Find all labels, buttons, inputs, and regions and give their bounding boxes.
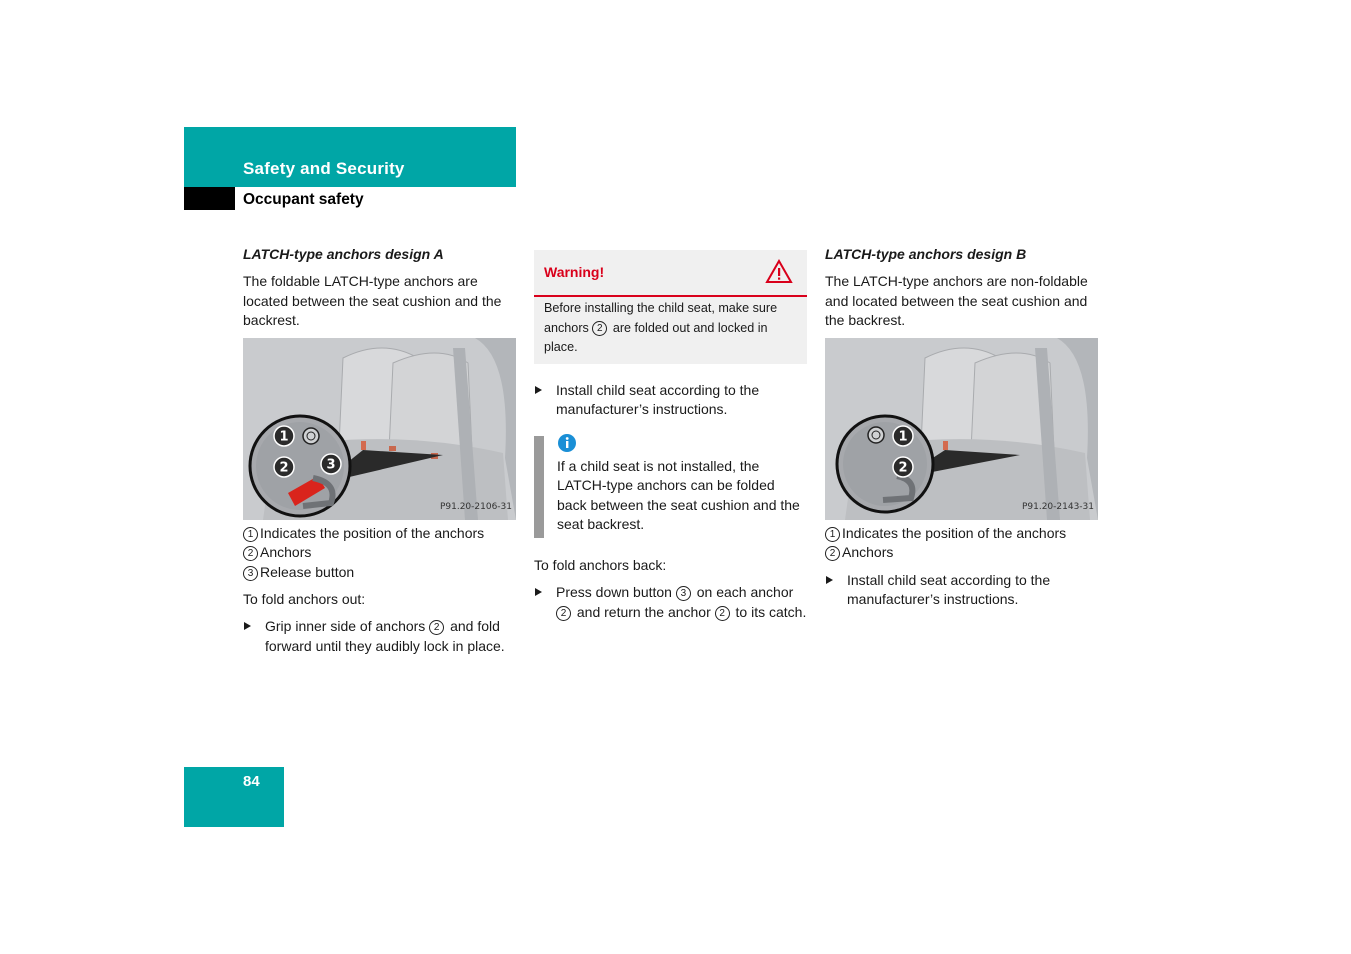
svg-text:2: 2 <box>279 460 289 476</box>
fold-back-step: Press down button 3 on each anchor 2 and return the anchor 2 to its catch. <box>534 583 809 622</box>
callout-1-icon <box>273 425 295 452</box>
column-fold-back <box>534 556 809 622</box>
subsection-title: Occupant safety <box>243 191 364 208</box>
design-b-intro: The LATCH-type anchors are non-foldable and located between the seat cushion and the backrest. <box>825 273 1088 328</box>
svg-text:2: 2 <box>898 460 908 476</box>
fold-out-label: To fold anchors out: <box>243 591 366 608</box>
design-b-photo <box>825 338 1098 520</box>
design-a-legend <box>243 524 518 582</box>
warning-triangle-icon <box>765 259 793 289</box>
page-number-box <box>184 767 284 827</box>
design-a-intro: The foldable LATCH-type anchors are located between the seat cushion and the backrest. <box>243 273 502 328</box>
fold-back-label: To fold anchors back: <box>534 557 667 573</box>
svg-text:3: 3 <box>326 457 336 473</box>
svg-text:1: 1 <box>279 429 289 445</box>
fold-out-step: Grip inner side of anchors 2 and fold forward until they audibly lock in place. <box>243 617 518 656</box>
warning-label: Warning! <box>544 264 605 280</box>
legend-item: 3 Release button <box>243 563 518 582</box>
info-bar <box>534 436 544 538</box>
image-code: P91.20-2143-31 <box>1021 501 1094 512</box>
column-design-a <box>243 245 518 656</box>
section-marker <box>184 187 235 210</box>
column-design-b <box>825 245 1100 609</box>
legend-item: 2 Anchors <box>243 543 518 562</box>
bullet-arrow-icon <box>826 576 833 584</box>
warning-header <box>534 250 807 297</box>
child-seat-symbol-icon <box>867 426 885 449</box>
seat-illustration-b <box>825 338 1098 520</box>
callout-2-icon <box>273 456 295 483</box>
section-title: Safety and Security <box>243 159 405 178</box>
bullet-arrow-icon <box>535 588 542 596</box>
legend-item: 1 Indicates the position of the anchors <box>825 524 1100 543</box>
design-a-heading: LATCH-type anchors design A <box>243 246 444 262</box>
callout-3-icon <box>320 453 342 480</box>
bullet-arrow-icon <box>244 622 251 630</box>
legend-item: 1 Indicates the position of the anchors <box>243 524 518 543</box>
design-b-heading: LATCH-type anchors design B <box>825 246 1027 262</box>
info-text: If a child seat is not installed, the LATCH-type anchors can be folded back between the seat cushion and the seat backrest. <box>557 458 800 532</box>
column-instructions <box>534 381 809 420</box>
info-icon <box>557 433 577 458</box>
callout-2-icon <box>892 456 914 483</box>
design-a-photo <box>243 338 516 520</box>
child-seat-symbol-icon <box>302 427 320 450</box>
warning-box <box>534 250 807 364</box>
legend-item: 2 Anchors <box>825 543 1100 562</box>
install-step: Install child seat according to the manufacturer’s instructions. <box>534 381 809 420</box>
info-note <box>557 457 807 534</box>
bullet-arrow-icon <box>535 386 542 394</box>
svg-text:1: 1 <box>898 429 908 445</box>
callout-1-icon <box>892 425 914 452</box>
design-b-legend <box>825 524 1100 563</box>
warning-text: Before installing the child seat, make sure anchors 2 are folded out and locked in place. <box>544 301 778 355</box>
design-b-install-step: Install child seat according to the manufacturer’s instructions. <box>825 571 1100 610</box>
image-code: P91.20-2106-31 <box>439 501 512 512</box>
page-number: 84 <box>243 773 260 790</box>
